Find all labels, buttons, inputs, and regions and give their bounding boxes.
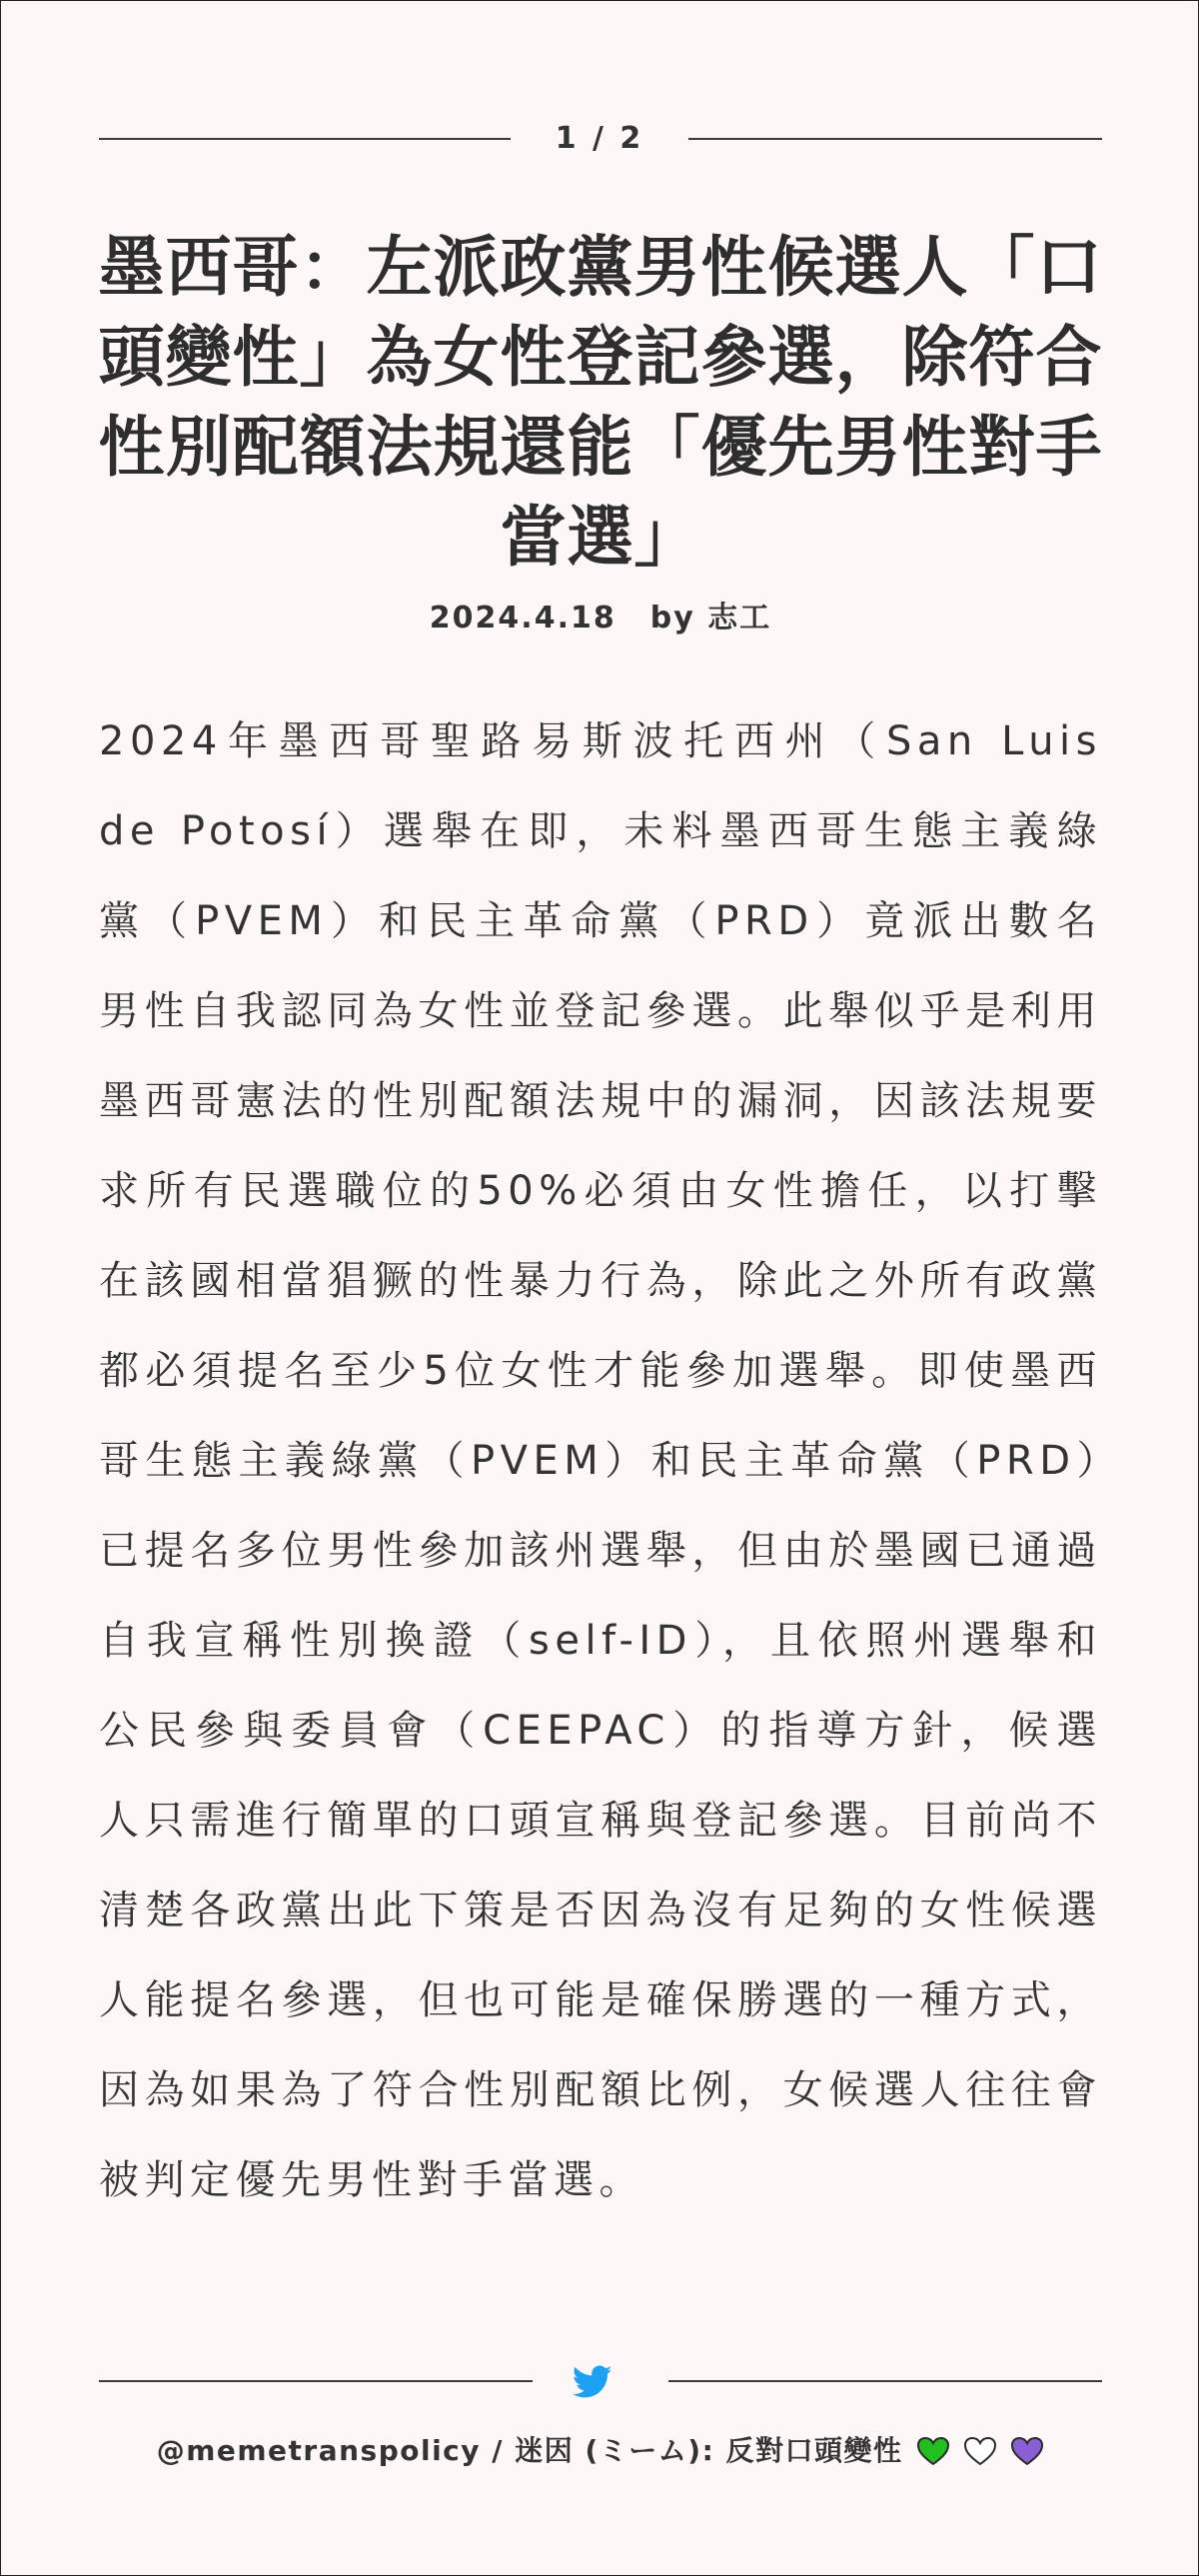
- bottom-divider-left: [99, 2380, 533, 2382]
- article-title: 墨西哥：左派政黨男性候選人「口頭變性」為女性登記參選，除符合性別配額法規還能「優先男性對手當選」: [98, 229, 1103, 576]
- author: by 志工: [649, 601, 772, 636]
- green-heart-icon: [916, 2436, 950, 2466]
- footer-text: @memetranspolicy / 迷因 (ミーム): 反對口頭變性: [156, 2434, 903, 2467]
- bottom-divider-right: [668, 2380, 1102, 2382]
- twitter-bird-icon: [573, 2365, 612, 2399]
- article-body: 2024年墨西哥聖路易斯波托西州（San Luis de Potosí）選舉在即，未料墨西哥生態主義綠黨（PVEM）和民主革命黨（PRD）竟派出數名男性自我認同為女性並登記參選。此舉似乎是利用墨西哥憲法的性別配額法規中的漏洞，因該法規要求所有民選職位的50%必須由女性擔任，以打擊在該國相當猖獗的性暴力行為，除此之外所有政黨都必須提名至少5位女性才能參加選舉。即使墨西哥生態主義綠黨（PVEM）和民主革命黨（PRD）已提名多位男性參加該州選舉，但由於墨國已通過自我宣稱性別換證（self-ID），且依照州選舉和公民參與委員會（CEEPAC）的指導方針，候選人只需進行簡單的口頭宣稱與登記參選。目前尚不清楚各政黨出此下策是否因為沒有足夠的女性候選人能提名參選，但也可能是確保勝選的一種方式，因為如果為了符合性別配額比例，女候選人往往會被判定優先男性對手當選。: [99, 718, 1102, 2203]
- page-indicator: 1 / 2: [555, 121, 644, 156]
- byline: [99, 597, 1102, 641]
- purple-heart-icon: [1010, 2436, 1044, 2466]
- white-heart-icon: [963, 2436, 997, 2466]
- top-divider-right: [688, 138, 1102, 140]
- footer-credit: [99, 2429, 1102, 2473]
- publish-date: 2024.4.18: [429, 601, 616, 636]
- top-divider-left: [99, 138, 511, 140]
